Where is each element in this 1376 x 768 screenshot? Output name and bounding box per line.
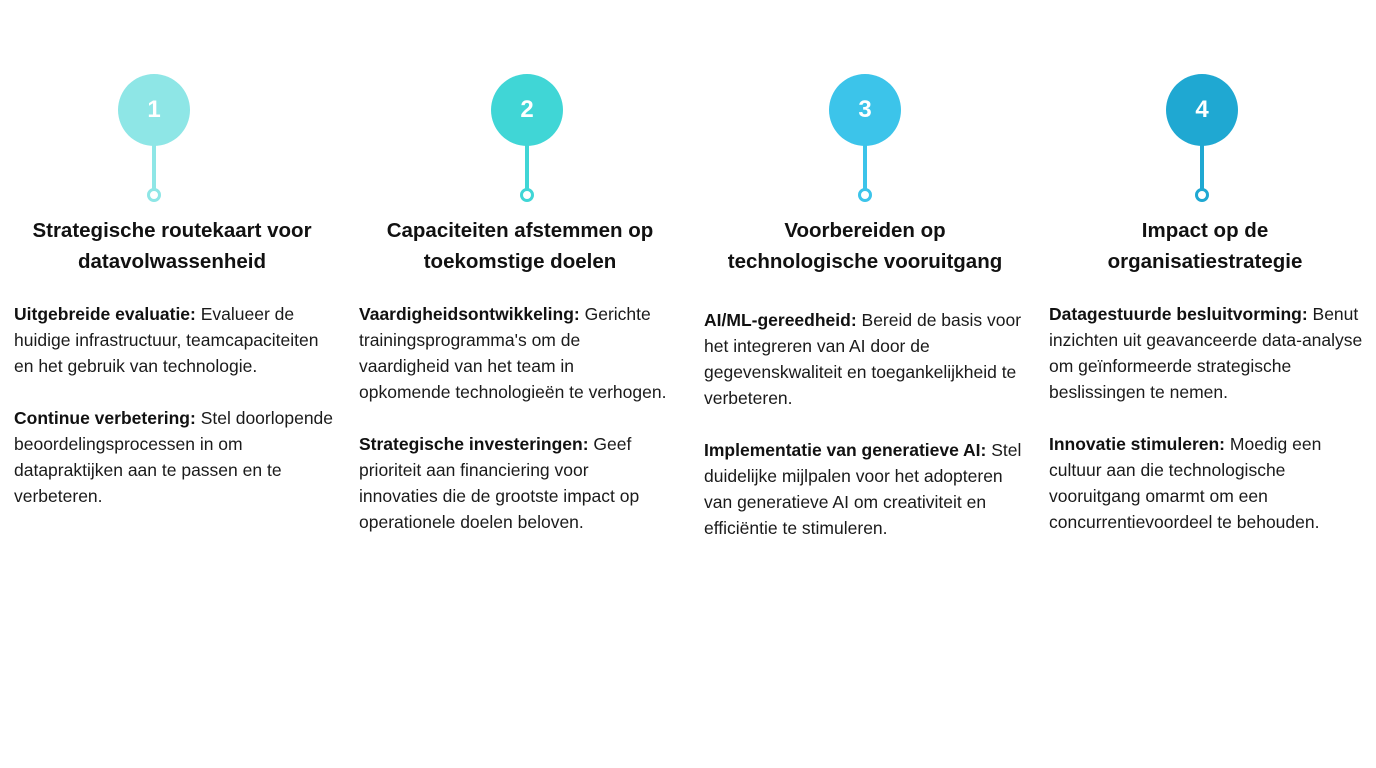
step-body (359, 301, 669, 561)
item-text: Evalueer de huidige infrastructuur, teamcapaciteiten en het gebruik van technologie. (14, 304, 319, 376)
step-3 (690, 0, 1035, 768)
step-item (359, 431, 669, 535)
step-title-line: technologische vooruitgang (727, 250, 1003, 273)
connector-dot-icon (858, 188, 872, 202)
step-marker (491, 74, 563, 206)
step-number-badge: 1 (118, 74, 190, 146)
item-label: AI/ML-gereedheid: (704, 310, 857, 330)
step-title-line: Capaciteiten afstemmen op (386, 219, 654, 242)
step-2 (345, 0, 690, 768)
item-text: Stel duidelijke mijlpalen voor het adopteren van generatieve AI om creativiteit en efficiëntie te stimuleren. (704, 440, 1022, 538)
connector-dot-icon (147, 188, 161, 202)
step-title-line: Voorbereiden op (784, 219, 946, 242)
step-item (704, 307, 1029, 411)
connector-dot-icon (520, 188, 534, 202)
step-item (704, 437, 1029, 541)
item-text: Gerichte trainingsprogramma's om de vaardigheid van het team in opkomende technologieën te verhogen. (359, 304, 667, 402)
step-body (14, 301, 336, 535)
item-label: Implementatie van generatieve AI: (704, 440, 987, 460)
step-item (1049, 301, 1373, 405)
item-label: Strategische investeringen: (359, 434, 589, 454)
step-title-line: Strategische routekaart voor (32, 219, 312, 242)
step-marker (1166, 74, 1238, 206)
step-marker (118, 74, 190, 206)
connector-line (1200, 144, 1204, 190)
item-label: Innovatie stimuleren: (1049, 434, 1226, 454)
connector-line (152, 144, 156, 190)
step-title (710, 215, 1020, 277)
step-marker (829, 74, 901, 206)
item-text: Bereid de basis voor het integreren van AI door de gegevenskwaliteit en toegankelijkheid te verbeteren. (704, 310, 1022, 408)
step-item (14, 405, 336, 509)
step-item (1049, 431, 1373, 535)
item-label: Uitgebreide evaluatie: (14, 304, 196, 324)
step-title (1050, 215, 1360, 277)
step-number-badge: 3 (829, 74, 901, 146)
item-label: Datagestuurde besluitvorming: (1049, 304, 1308, 324)
item-text: Benut inzichten uit geavanceerde data-analyse om geïnformeerde strategische beslissingen te nemen. (1049, 304, 1363, 402)
connector-line (525, 144, 529, 190)
item-text: Moedig een cultuur aan die technologische vooruitgang omarmt om een concurrentievoordeel te behouden. (1049, 434, 1322, 532)
step-title-line: toekomstige doelen (423, 250, 617, 273)
step-item (14, 301, 336, 379)
step-item (359, 301, 669, 405)
step-number-badge: 2 (491, 74, 563, 146)
item-label: Continue verbetering: (14, 408, 196, 428)
step-title-line: Impact op de (1141, 219, 1269, 242)
step-body (1049, 301, 1373, 561)
step-title (365, 215, 675, 277)
connector-line (863, 144, 867, 190)
step-number-badge: 4 (1166, 74, 1238, 146)
connector-dot-icon (1195, 188, 1209, 202)
step-title-line: datavolwassenheid (78, 250, 266, 273)
step-title-line: organisatiestrategie (1107, 250, 1303, 273)
item-text: Geef prioriteit aan financiering voor innovaties die de grootste impact op operationele doelen beloven. (359, 434, 640, 532)
step-body (704, 307, 1029, 567)
step-4 (1035, 0, 1376, 768)
item-text: Stel doorlopende beoordelingsprocessen in om datapraktijken aan te passen en te verbeteren. (14, 408, 334, 506)
step-title (14, 215, 330, 277)
item-label: Vaardigheidsontwikkeling: (359, 304, 580, 324)
step-1 (0, 0, 345, 768)
